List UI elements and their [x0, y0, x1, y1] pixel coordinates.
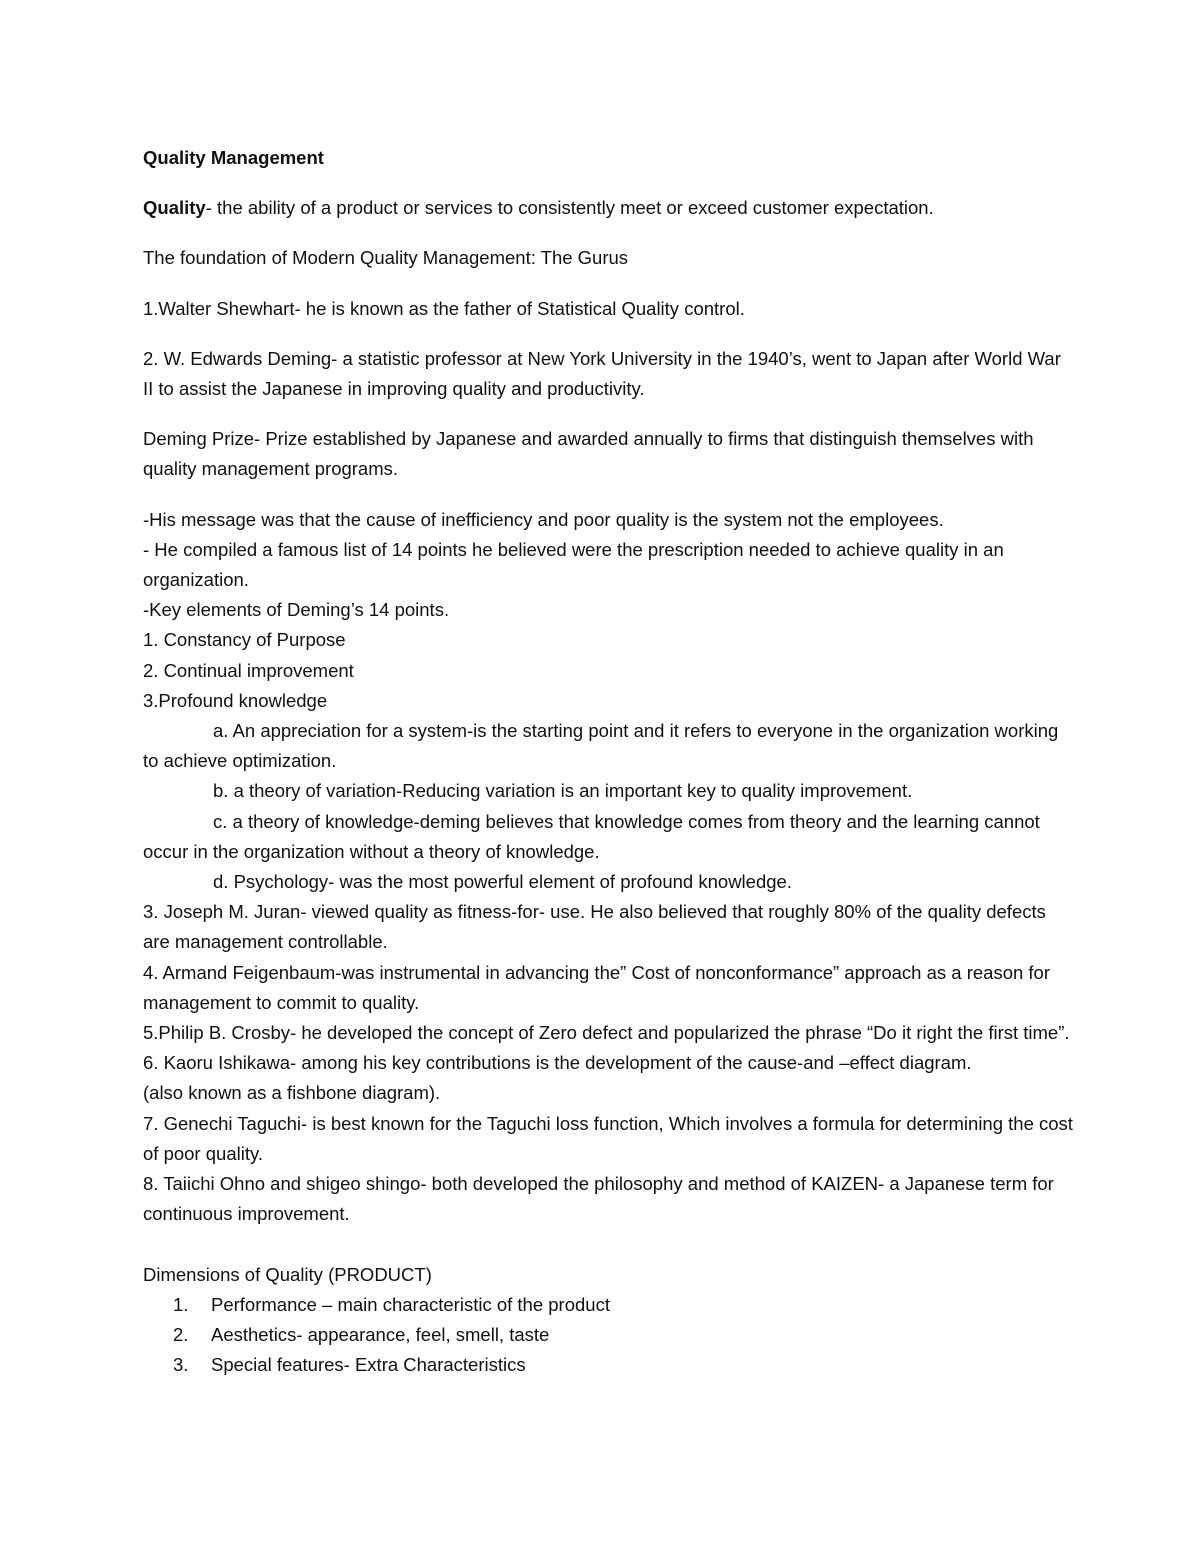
list-text: Performance – main characteristic of the product: [211, 1293, 610, 1315]
profound-d-text: d. Psychology- was the most powerful element of profound knowledge.: [213, 871, 792, 893]
guru-deming: 2. W. Edwards Deming- a statistic professor at New York University in the 1940’s, went to Japan after World War II to assist the Japanese in improving quality and productivity.: [143, 347, 1061, 400]
deming-14-points-intro: - He compiled a famous list of 14 points he believed were the prescription needed to achieve quality in an organization.: [143, 538, 1004, 591]
list-number: 3.: [173, 1354, 189, 1376]
list-number: 1.: [173, 1293, 189, 1315]
quality-term: Quality: [143, 197, 206, 219]
guru-ishikawa: 6. Kaoru Ishikawa- among his key contributions is the development of the cause-and –effect diagram.: [143, 1052, 972, 1074]
profound-b-text: b. a theory of variation-Reducing variation is an important key to quality improvement.: [213, 780, 913, 802]
profound-c: [143, 807, 1073, 867]
list-number: 2.: [173, 1323, 189, 1345]
dimensions-heading: Dimensions of Quality (PRODUCT): [143, 1263, 432, 1285]
guru-taguchi: 7. Genechi Taguchi- is best known for the Taguchi loss function, Which involves a formula for determining the cost of poor quality.: [143, 1112, 1073, 1164]
list-item: [143, 1290, 1073, 1320]
list-item: [143, 1350, 1073, 1380]
point-continual-improvement: 2. Continual improvement: [143, 659, 354, 681]
list-text: Aesthetics- appearance, feel, smell, taste: [211, 1323, 550, 1345]
deming-prize: Deming Prize- Prize established by Japanese and awarded annually to firms that distinguish themselves with quality management programs.: [143, 428, 1034, 480]
deming-key-elements: -Key elements of Deming’s 14 points.: [143, 599, 450, 621]
point-profound-knowledge: 3.Profound knowledge: [143, 689, 328, 711]
deming-details: [143, 505, 1073, 1230]
document-page: [143, 143, 1073, 1380]
list-item: [143, 1320, 1073, 1350]
guru-crosby: 5.Philip B. Crosby- he developed the concept of Zero defect and popularized the phrase “Do it right the first time”.: [143, 1022, 1070, 1044]
guru-shewhart: 1.Walter Shewhart- he is known as the father of Statistical Quality control.: [143, 297, 745, 319]
list-text: Special features- Extra Characteristics: [211, 1354, 526, 1376]
profound-b: [143, 776, 1073, 806]
point-constancy: 1. Constancy of Purpose: [143, 629, 346, 651]
dimensions-list: [143, 1290, 1073, 1381]
quality-definition: [143, 193, 1073, 223]
quality-definition-text: - the ability of a product or services to consistently meet or exceed customer expectation.: [205, 197, 934, 219]
foundation-heading: The foundation of Modern Quality Management: The Gurus: [143, 247, 629, 269]
guru-ohno-shingo: 8. Taiichi Ohno and shigeo shingo- both developed the philosophy and method of KAIZEN- a Japanese term for continuous improvement.: [143, 1173, 1054, 1225]
guru-juran: 3. Joseph M. Juran- viewed quality as fitness-for- use. He also believed that roughly 80% of the quality defects are management controllable.: [143, 901, 1046, 953]
dimensions-section: [143, 1260, 1073, 1381]
guru-ishikawa-note: (also known as a fishbone diagram).: [143, 1082, 441, 1104]
profound-c-text: c. a theory of knowledge-deming believes that knowledge comes from theory and the learning cannot occur in the organization without a theory of knowledge.: [143, 810, 1040, 862]
profound-a-text: a. An appreciation for a system-is the starting point and it refers to everyone in the organization working to achieve optimization.: [143, 720, 1059, 772]
profound-a: [143, 716, 1073, 776]
document-title: Quality Management: [143, 147, 324, 168]
profound-d: [143, 867, 1073, 897]
guru-feigenbaum: 4. Armand Feigenbaum-was instrumental in advancing the” Cost of nonconformance” approach as a reason for management to commit to quality.: [143, 961, 1050, 1013]
deming-message: -His message was that the cause of inefficiency and poor quality is the system not the employees.: [143, 508, 944, 530]
